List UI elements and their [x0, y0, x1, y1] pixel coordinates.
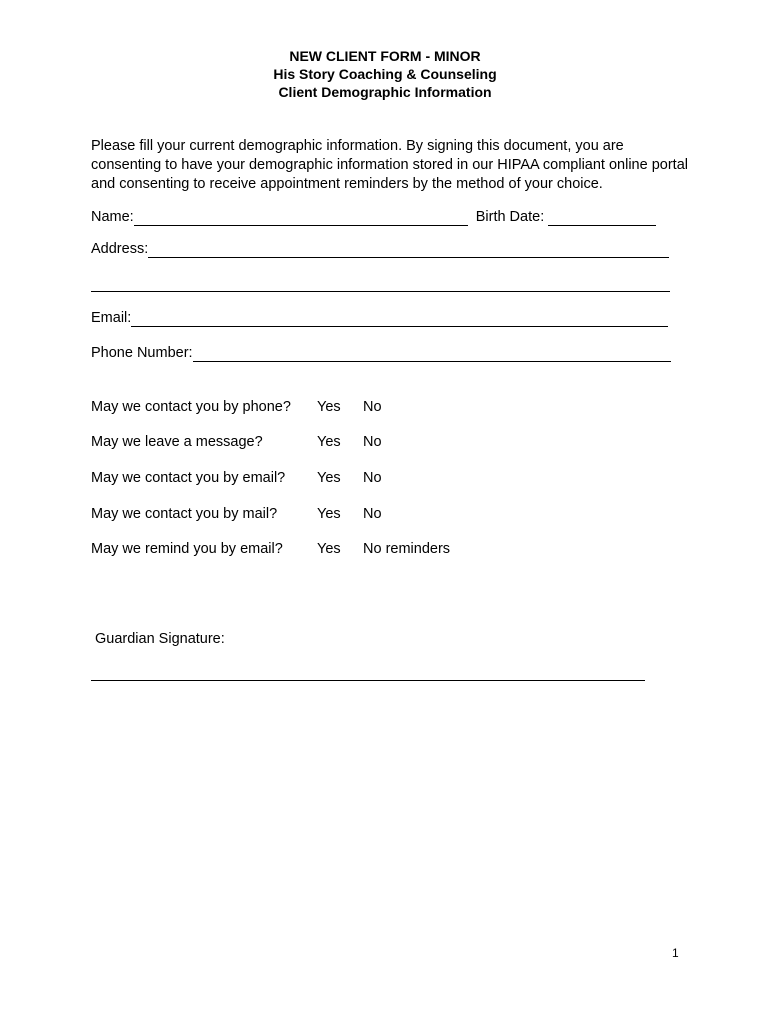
phone-label: Phone Number: [91, 345, 193, 361]
question-contact-mail: May we contact you by mail? [91, 506, 278, 522]
intro-paragraph: Please fill your current demographic information. By signing this document, you are consenting to have your demographic information stored in our HIPAA compliant online portal and consenting to receive appointment reminders by the method of your choice. [91, 138, 688, 192]
option-no[interactable]: No [363, 434, 382, 450]
address-row [91, 240, 669, 258]
email-row [91, 309, 668, 327]
guardian-signature-field[interactable] [91, 680, 645, 681]
option-yes[interactable]: Yes [317, 506, 341, 522]
question-contact-phone: May we contact you by phone? [91, 399, 291, 415]
name-field[interactable] [134, 210, 468, 226]
email-label: Email: [91, 310, 132, 326]
organization-name: His Story Coaching & Counseling [273, 66, 497, 82]
address-field[interactable] [148, 242, 669, 258]
page-number: 1 [672, 946, 679, 960]
option-no[interactable]: No [363, 506, 382, 522]
phone-field[interactable] [193, 346, 671, 362]
form-title: NEW CLIENT FORM - MINOR [289, 48, 481, 64]
name-row [91, 208, 656, 226]
address-label: Address: [91, 241, 149, 257]
question-remind-email: May we remind you by email? [91, 541, 283, 557]
address-line-2-field[interactable] [91, 276, 670, 292]
form-subtitle: Client Demographic Information [278, 84, 492, 100]
option-no[interactable]: No [363, 470, 382, 486]
question-contact-email: May we contact you by email? [91, 470, 286, 486]
birth-date-label: Birth Date: [475, 209, 545, 225]
option-no-reminders[interactable]: No reminders [363, 541, 451, 557]
email-field[interactable] [131, 311, 668, 327]
guardian-signature-label: Guardian Signature: [95, 631, 225, 647]
birth-date-field[interactable] [548, 210, 656, 226]
name-label: Name: [91, 209, 134, 225]
address-line-2-row [91, 276, 670, 292]
form-header [0, 47, 770, 101]
phone-row [91, 344, 671, 362]
option-yes[interactable]: Yes [317, 470, 341, 486]
question-leave-message: May we leave a message? [91, 434, 263, 450]
option-yes[interactable]: Yes [317, 434, 341, 450]
option-yes[interactable]: Yes [317, 541, 341, 557]
option-yes[interactable]: Yes [317, 399, 341, 415]
option-no[interactable]: No [363, 399, 382, 415]
